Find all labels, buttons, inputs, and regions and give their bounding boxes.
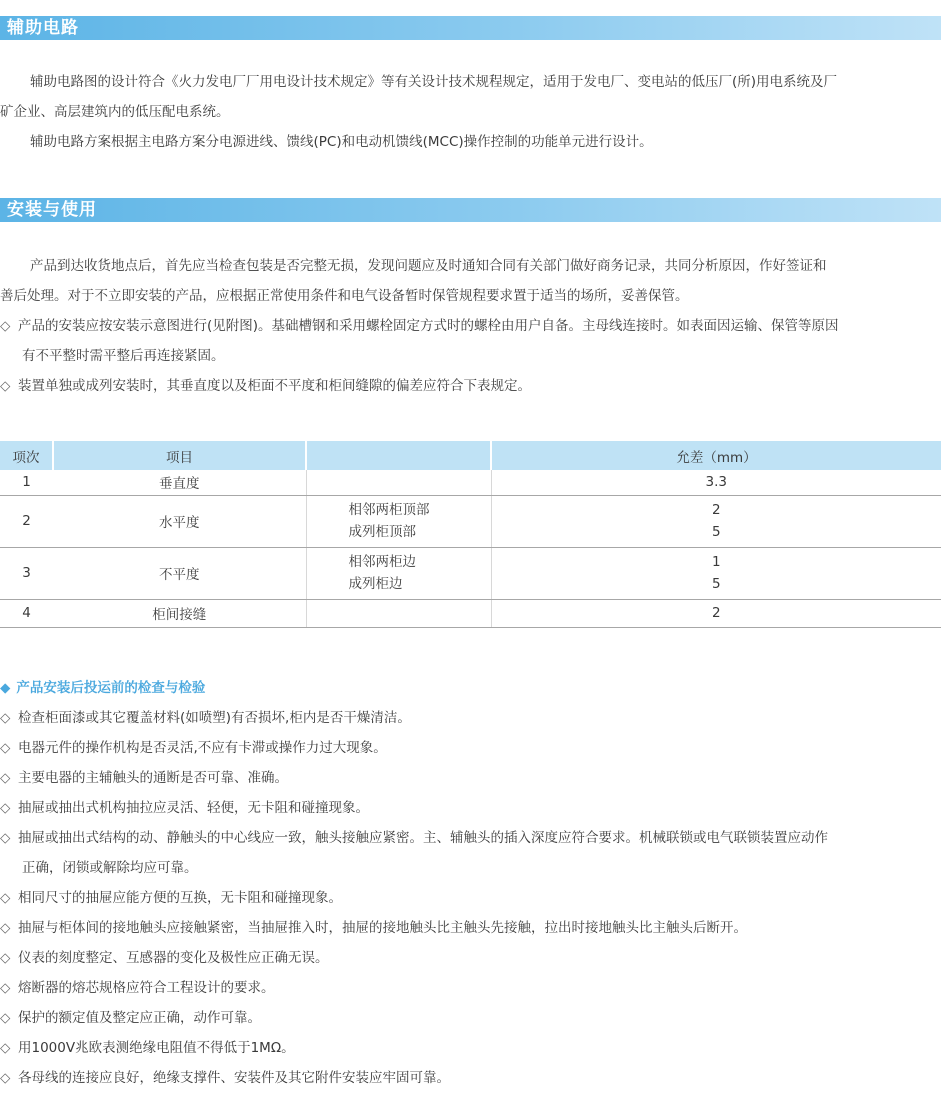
check-list-item [0,703,941,733]
check-item-text: 用1000V兆欧表测绝缘电阻值不得低于1MΩ。 [18,1040,295,1056]
check-item-text: 检查柜面漆或其它覆盖材料(如喷塑)有否损坏,柜内是否干燥清洁。 [18,710,411,726]
check-list-item [0,973,941,1003]
cell-subitem [306,599,491,627]
table-row [0,495,941,547]
header-item: 项目 [53,441,306,470]
check-item-text: 电器元件的操作机构是否灵活,不应有卡滞或操作力过大现象。 [18,740,387,756]
check-list-item [0,1003,941,1033]
cell-index: 4 [0,599,53,627]
list-item-install-diagram [0,311,941,371]
table-row [0,547,941,599]
tolerance-value: 2 [711,502,721,518]
paragraph-auxiliary-design-cont [0,97,941,127]
subitem-line: 成列柜边 [348,576,403,592]
filled-diamond-icon: ◆ [0,680,11,696]
header-index: 项次 [0,441,53,470]
paragraph-auxiliary-scheme [0,127,941,157]
paragraph-arrival-check [0,251,941,281]
cell-index: 2 [0,495,53,547]
check-list-item [0,883,941,913]
check-title-text: 产品安装后投运前的检查与检验 [16,680,206,696]
cell-tolerance: 3.3 [491,470,941,495]
paragraph-line: 辅助电路图的设计符合《火力发电厂厂用电设计技术规定》等有关设计技术规程规定，适用于发电厂、变电站的低压厂(所)用电系统及厂 [30,74,838,90]
check-list-item [0,763,941,793]
check-list-item [0,913,941,943]
check-item-text: 保护的额定值及整定应正确，动作可靠。 [18,1010,261,1026]
check-item-text: 相同尺寸的抽屉应能方便的互换，无卡阻和碰撞现象。 [18,890,342,906]
table-header-row [0,441,941,470]
hollow-diamond-icon: ◇ [0,830,11,846]
hollow-diamond-icon: ◇ [0,378,11,394]
check-list-item [0,1033,941,1063]
paragraph-arrival-check-cont [0,281,941,311]
cell-item: 不平度 [53,547,306,599]
tolerance-value: 1 [711,554,721,570]
check-list-item [0,733,941,763]
cell-item: 柜间接缝 [53,599,306,627]
subitem-line: 相邻两柜边 [348,554,416,570]
hollow-diamond-icon: ◇ [0,710,11,726]
table-row [0,599,941,627]
paragraph-line: 产品到达收货地点后，首先应当检查包装是否完整无损，发现问题应及时通知合同有关部门做好商务记录，共同分析原因，作好签证和 [30,258,827,274]
hollow-diamond-icon: ◇ [0,950,11,966]
hollow-diamond-icon: ◇ [0,1040,11,1056]
cell-tolerance: 2 [491,599,941,627]
paragraph-line: 辅助电路方案根据主电路方案分电源进线、馈线(PC)和电动机馈线(MCC)操作控制的功能单元进行设计。 [30,134,653,150]
hollow-diamond-icon: ◇ [0,800,11,816]
list-item-text-cont: 有不平整时需平整后再连接紧固。 [22,348,225,364]
list-item-text: 产品的安装应按安装示意图进行(见附图)。基础槽钢和采用螺栓固定方式时的螺栓由用户自备。主母线连接时。如表面因运输、保管等原因 [18,318,839,334]
cell-subitem [306,470,491,495]
cell-item: 水平度 [53,495,306,547]
table-row [0,470,941,495]
check-item-text: 抽屉或抽出式结构的动、静触头的中心线应一致，触头接触应紧密。主、辅触头的插入深度应符合要求。机械联锁或电气联锁装置应动作 [18,830,828,846]
header-subitem [306,441,491,470]
cell-subitem [306,495,491,547]
hollow-diamond-icon: ◇ [0,318,11,334]
cell-tolerance [491,547,941,599]
list-item-verticality [0,371,941,401]
check-item-text: 主要电器的主辅触头的通断是否可靠、准确。 [18,770,288,786]
check-list-item [0,823,941,883]
hollow-diamond-icon: ◇ [0,1070,11,1086]
paragraph-auxiliary-design [0,67,941,97]
hollow-diamond-icon: ◇ [0,920,11,936]
check-list-item [0,793,941,823]
hollow-diamond-icon: ◇ [0,770,11,786]
subitem-line: 成列柜顶部 [348,524,416,540]
paragraph-line: 善后处理。对于不立即安装的产品，应根据正常使用条件和电气设备暂时保管规程要求置于适当的场所，妥善保管。 [0,288,689,304]
subitem-line: 相邻两柜顶部 [348,502,430,518]
check-item-text: 熔断器的熔芯规格应符合工程设计的要求。 [18,980,275,996]
check-section-title [0,673,205,703]
check-list-item [0,943,941,973]
check-list-item [0,1063,941,1093]
cell-tolerance [491,495,941,547]
hollow-diamond-icon: ◇ [0,890,11,906]
hollow-diamond-icon: ◇ [0,740,11,756]
tolerance-value: 5 [711,524,721,540]
section-title-installation: 安装与使用 [0,198,941,222]
check-item-text: 仪表的刻度整定、互感器的变化及极性应正确无误。 [18,950,329,966]
cell-index: 1 [0,470,53,495]
cell-index: 3 [0,547,53,599]
header-tolerance: 允差（mm） [491,441,941,470]
check-item-text-cont: 正确，闭锁或解除均应可靠。 [22,860,198,876]
tolerance-value: 5 [711,576,721,592]
hollow-diamond-icon: ◇ [0,980,11,996]
hollow-diamond-icon: ◇ [0,1010,11,1026]
tolerance-table [0,441,941,628]
paragraph-line: 矿企业、高层建筑内的低压配电系统。 [0,104,230,120]
check-item-text: 抽屉或抽出式机构抽拉应灵活、轻便，无卡阻和碰撞现象。 [18,800,369,816]
cell-subitem [306,547,491,599]
check-item-text: 抽屉与柜体间的接地触头应接触紧密，当抽屉推入时，抽屉的接地触头比主触头先接触，拉出时接地触头比主触头后断开。 [18,920,747,936]
check-item-text: 各母线的连接应良好，绝缘支撑件、安装件及其它附件安装应牢固可靠。 [18,1070,450,1086]
section-title-auxiliary-circuit: 辅助电路 [0,16,941,40]
list-item-text: 装置单独或成列安装时，其垂直度以及柜面不平度和柜间缝隙的偏差应符合下表规定。 [18,378,531,394]
cell-item: 垂直度 [53,470,306,495]
